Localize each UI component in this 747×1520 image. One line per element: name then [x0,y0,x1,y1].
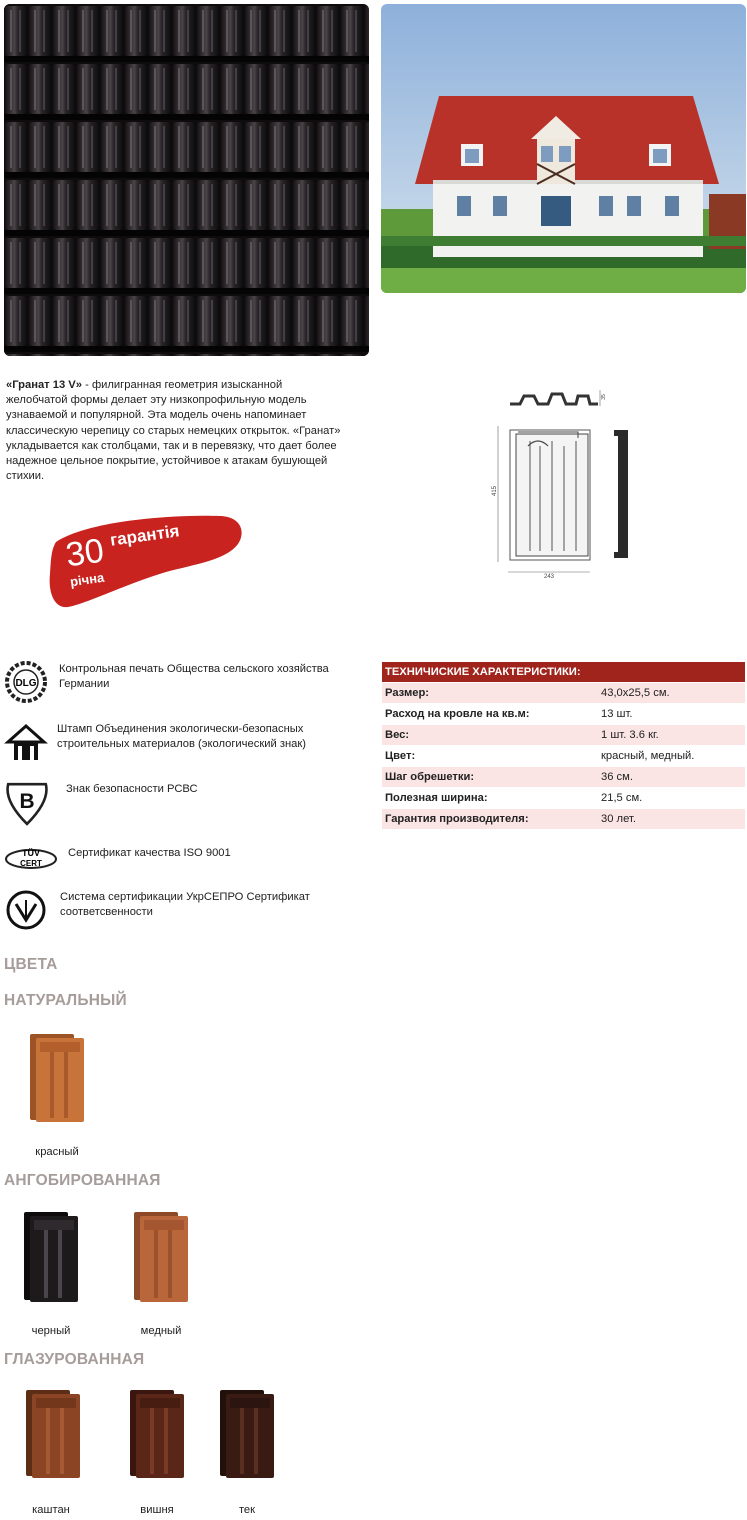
b-shield-icon [4,780,50,826]
tile-swatch-image [128,1386,188,1482]
cert-text-line: Германии [59,678,110,690]
spec-row [382,683,745,704]
swatch-label: черный [31,1325,71,1337]
drawing-profile-label: 35 [600,394,607,400]
tile-swatch-image [28,1030,88,1125]
spec-key: Расход на кровле на кв.м: [382,704,598,725]
swatch-label: вишня [140,1504,174,1516]
spec-value: красный, медный. [598,746,745,767]
spec-value: 1 шт. 3.6 кг. [598,725,745,746]
badge-number: 30 [63,531,107,575]
cert-text-line: Штамп Объединения экологически-безопасных [57,723,304,735]
spec-key: Вес: [382,725,598,746]
tile-drawing [490,386,635,581]
spec-row [382,809,745,830]
group-title-glazed: ГЛАЗУРОВАННАЯ [4,1351,145,1368]
swatch-label: каштан [32,1504,70,1516]
swatch-label: тек [238,1504,256,1516]
svg-text:DLG: DLG [15,678,37,689]
house-image [381,4,746,293]
spec-value: 36 см. [598,767,745,788]
cert-ukrsepro [4,888,374,932]
swatch-red [28,1030,88,1125]
tile-swatch-image [132,1208,192,1306]
cert-text-line: соответсвенности [60,906,153,918]
spec-row [382,704,745,725]
swatch-cherry [128,1386,188,1482]
spec-row [382,725,745,746]
swatch-teak [218,1386,278,1482]
spec-value: 21,5 см. [598,788,745,809]
spec-table [382,662,745,830]
spec-value: 43,0x25,5 см. [598,683,745,704]
group-title-natural: НАТУРАЛЬНЫЙ [4,992,127,1009]
description-line: стихии. [6,470,45,483]
dlg-seal-icon [4,660,48,704]
spec-key: Полезная ширина: [382,788,598,809]
cert-tuv [4,844,374,874]
spec-value: 13 шт. [598,704,745,725]
swatch-label: красный [35,1146,79,1158]
swatch-label: медный [140,1325,182,1337]
product-name: «Гранат 13 V» [6,379,82,391]
swatch-copper [132,1208,192,1306]
description-line: надежное цельное покрытие, устойчивое к атакам бушующей [6,455,328,468]
cert-text-line: Система сертификации УкрСЕПРО Сертификат [60,891,310,903]
spec-key: Размер: [382,683,598,704]
swatch-chestnut [24,1386,84,1482]
description-line: - филигранная геометрия изысканной [82,379,283,391]
cert-text-line: Знак безопасности РСВС [66,783,198,795]
description-line: классическую черепицу со старых немецких открыток. «Гранат» [6,424,341,437]
tile-swatch-image [24,1386,84,1482]
cert-rcbc [4,780,374,828]
house-photo [381,4,746,293]
description-line: желобчатой формы делает эту низкопрофильную модель [6,394,307,407]
spec-header-row [382,662,745,683]
description-line: укладывается как столбцами, так и в перевязку, что дает более [6,439,337,452]
badge-word: гарантія [108,521,181,550]
badge-sub: річна [69,569,106,590]
spec-row [382,746,745,767]
spec-key: Цвет: [382,746,598,767]
cert-dlg [4,660,374,704]
cert-text-line: строительных материалов (экологический знак) [57,738,306,750]
tile-swatch-image [218,1386,278,1482]
cert-text-line: Контрольная печать Общества сельского хозяйства [59,663,329,675]
drawing-height-label: 415 [492,485,499,497]
spec-header: ТЕХНИЧИСКИЕ ХАРАКТЕРИСТИКИ: [382,662,745,683]
spec-row [382,767,745,788]
roof-tiles-photo [4,4,369,356]
swatch-black [22,1208,82,1306]
svg-text:TÜV: TÜV [22,848,40,858]
tile-swatch-image [22,1208,82,1306]
colors-title: ЦВЕТА [4,956,58,973]
ukrsepro-icon [4,888,48,932]
cert-eco [4,720,374,764]
svg-text:B: B [19,790,35,814]
spec-row [382,788,745,809]
cert-text-line: Сертификат качества ISO 9001 [68,847,231,859]
tile-profile-drawing [490,386,635,581]
warranty-badge [46,512,246,612]
spec-key: Шаг обрешетки: [382,767,598,788]
roof-tiles-image [4,4,369,356]
svg-text:CERT: CERT [20,859,42,868]
tuv-cert-icon [4,844,58,874]
eco-house-icon [4,720,48,764]
product-description [6,378,374,484]
group-title-engobe: АНГОБИРОВАННАЯ [4,1172,161,1189]
spec-key: Гарантия производителя: [382,809,598,830]
drawing-width-label: 243 [544,574,555,580]
spec-value: 30 лет. [598,809,745,830]
description-line: узнаваемой и популярной. Эта модель очень напоминает [6,409,307,422]
